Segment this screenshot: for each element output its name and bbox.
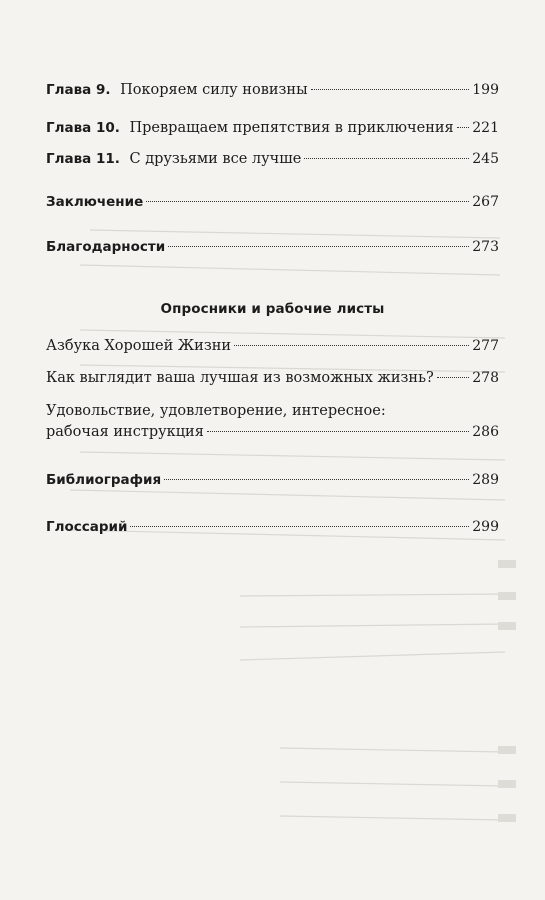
page-number: 267	[472, 194, 499, 210]
toc-entry-glossary[interactable]	[46, 517, 499, 537]
entry-title: Азбука Хорошей Жизни	[46, 338, 232, 354]
page-number: 199	[472, 82, 499, 98]
toc-entry-bibliography[interactable]	[46, 470, 499, 490]
toc-entry-chapter-9[interactable]	[46, 80, 499, 100]
chapter-title: С друзьями все лучше	[129, 151, 302, 167]
toc-entry-worksheet-best-life[interactable]	[46, 368, 499, 388]
page-number: 277	[472, 338, 499, 354]
section-heading-worksheets: Опросники и рабочие листы	[160, 301, 385, 317]
chapter-number: Глава 11.	[46, 151, 120, 167]
page-number: 278	[472, 370, 499, 386]
chapter-title: Превращаем препятствия в приключения	[129, 120, 454, 136]
chapter-title: Покоряем силу новизны	[120, 82, 308, 98]
page-number: 221	[472, 120, 499, 136]
page-number: 289	[472, 472, 499, 488]
entry-title: Библиография	[46, 472, 162, 488]
page-number: 273	[472, 239, 499, 255]
toc-entry-chapter-10[interactable]	[46, 118, 499, 138]
toc-entry-conclusion[interactable]	[46, 192, 499, 212]
toc-entry-worksheet-abc[interactable]	[46, 336, 499, 356]
dot-leader	[146, 201, 469, 202]
dot-leader	[437, 377, 470, 378]
toc-entry-worksheet-instruction[interactable]	[46, 401, 499, 443]
chapter-number: Глава 9.	[46, 82, 111, 98]
entry-title-line-1: Удовольствие, удовлетворение, интересное:	[46, 403, 386, 419]
dot-leader	[130, 526, 469, 527]
toc-entry-acknowledgements[interactable]	[46, 237, 499, 257]
chapter-number: Глава 10.	[46, 120, 120, 136]
entry-title: Заключение	[46, 194, 144, 210]
page-number: 286	[472, 424, 499, 440]
dot-leader	[304, 158, 469, 159]
dot-leader	[311, 89, 470, 90]
dot-leader	[457, 127, 470, 128]
entry-title: Благодарности	[46, 239, 166, 255]
toc-entry-chapter-11[interactable]	[46, 149, 499, 169]
dot-leader	[164, 479, 469, 480]
entry-title: Глоссарий	[46, 519, 128, 535]
page-number: 299	[472, 519, 499, 535]
page-number: 245	[472, 151, 499, 167]
dot-leader	[207, 431, 469, 432]
entry-title: Как выглядит ваша лучшая из возможных жизнь?	[46, 370, 434, 386]
dot-leader	[234, 345, 469, 346]
entry-title-line-2: рабочая инструкция	[46, 424, 204, 440]
dot-leader	[168, 246, 469, 247]
